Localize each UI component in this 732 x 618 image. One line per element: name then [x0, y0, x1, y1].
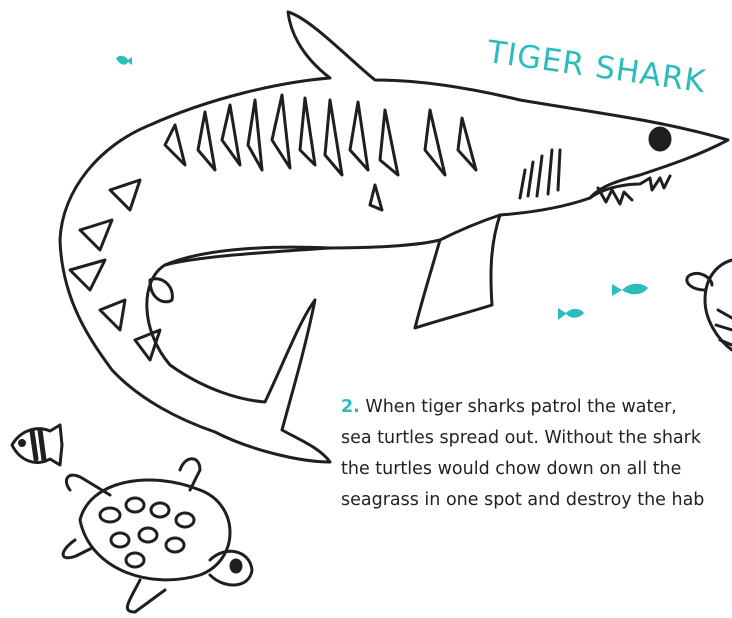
teal-fish-3: [558, 308, 584, 320]
sea-turtle-drawing: [63, 459, 252, 612]
fact-line-2: sea turtles spread out. Without the shark: [341, 428, 701, 448]
teal-fish-2: [612, 284, 648, 296]
page-title: TIGER SHARK: [484, 34, 709, 101]
teal-fish-1: [116, 56, 132, 65]
fact-line-4: seagrass in one spot and destroy the hab: [341, 490, 705, 510]
shark-gills: [520, 150, 560, 198]
shark-mouth: [590, 176, 670, 204]
fact-line-3: the turtles would chow down on all the: [341, 459, 682, 479]
fact-line-1: 2. When tiger sharks patrol the water,: [341, 397, 677, 417]
striped-fish-drawing: [12, 425, 62, 465]
sea-turtle-partial-drawing: [687, 260, 732, 350]
shark-eye: [650, 128, 670, 150]
fact-paragraph: [341, 392, 732, 516]
fact-number: 2.: [341, 397, 360, 417]
